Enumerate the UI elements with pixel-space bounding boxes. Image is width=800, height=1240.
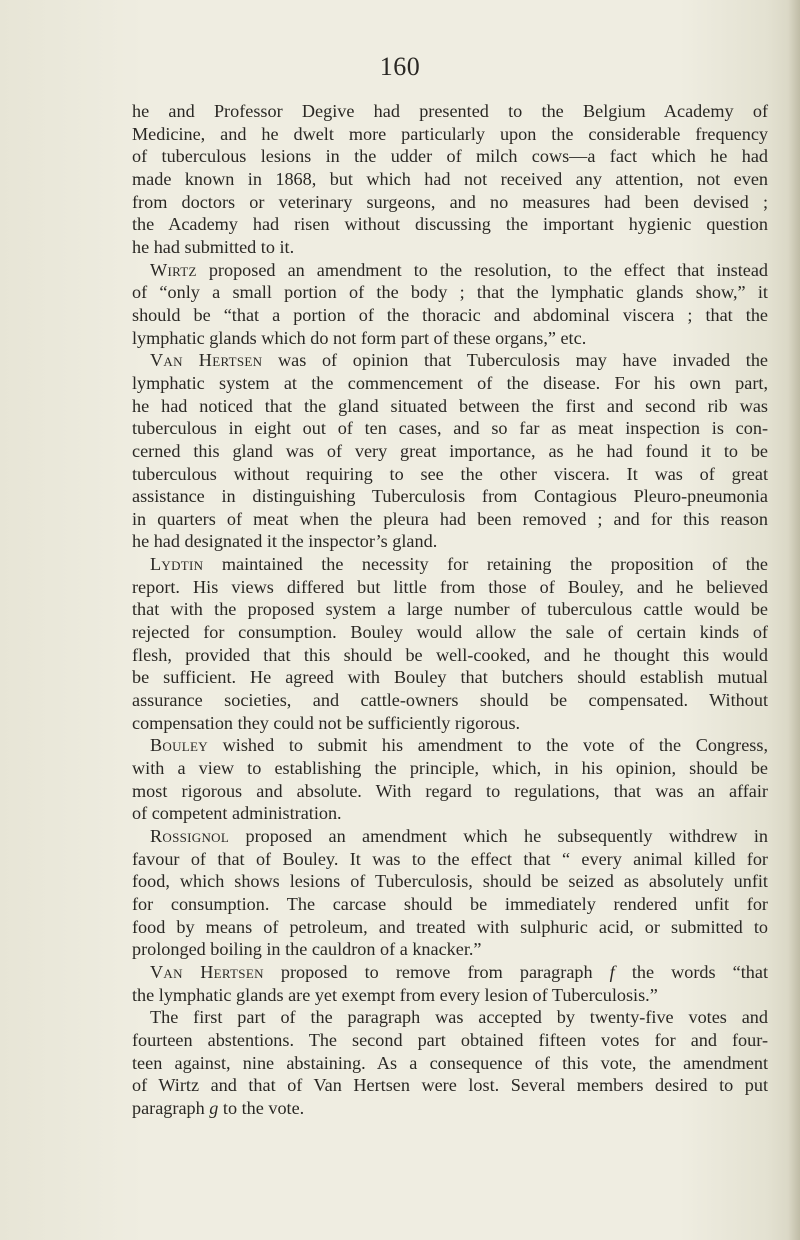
text-line: be sufficient. He agreed with Bouley that butchers should establish mutual — [132, 667, 768, 688]
text-line: food by means of petroleum, and treated with sulphuric acid, or submitted to — [132, 916, 768, 937]
page-edge-shadow — [788, 0, 800, 1240]
text-line: rejected for consumption. Bouley would allow the sale of certain kinds of — [132, 622, 768, 643]
text-line: teen against, nine abstaining. As a consequence of this vote, the amendment — [132, 1052, 768, 1073]
paragraph-start: Van Hertsen proposed to remove from paragraph f the words “that — [150, 961, 768, 982]
paragraph-start: Wirtz proposed an amendment to the resolution, to the effect that instead — [150, 259, 768, 280]
text-line: he had designated it the inspector’s gland. — [132, 531, 438, 552]
text-line: with a view to establishing the principle, which, in his opinion, should be — [132, 758, 768, 779]
text-line: he and Professor Degive had presented to the Belgium Academy of — [132, 101, 768, 121]
body-text — [132, 100, 768, 1120]
speaker-name: Lydtin — [150, 554, 204, 575]
text-line: fourteen abstentions. The second part obtained fifteen votes for and four- — [132, 1029, 768, 1050]
paragraph-start: Bouley wished to submit his amendment to the vote of the Congress, — [150, 735, 768, 756]
speaker-name: Wirtz — [150, 259, 197, 280]
paragraph-start: Van Hertsen was of opinion that Tuberculosis may have invaded the — [150, 350, 768, 371]
paragraph-start: Lydtin maintained the necessity for retaining the proposition of the — [150, 554, 768, 575]
text-line: tuberculous in eight out of ten cases, and so far as meat inspection is con- — [132, 418, 768, 439]
page-number: 160 — [379, 52, 421, 81]
speaker-name: Van Hertsen — [150, 350, 263, 371]
text-line: of Wirtz and that of Van Hertsen were lost. Several members desired to put — [132, 1075, 768, 1096]
text-line: lymphatic system at the commencement of the disease. For his own part, — [132, 372, 768, 393]
text-line: he had submitted to it. — [132, 236, 295, 257]
text-line: cerned this gland was of very great importance, as he had found it to be — [132, 440, 768, 461]
text-line: food, which shows lesions of Tuberculosis, should be seized as absolutely unfit — [132, 871, 768, 892]
speaker-name: Rossignol — [150, 826, 230, 846]
text-line: in quarters of meat when the pleura had been removed ; and for this reason — [132, 508, 768, 529]
text-line: compensation they could not be sufficiently rigorous. — [132, 712, 521, 733]
speaker-name: Bouley — [150, 735, 208, 756]
text-line: of “only a small portion of the body ; that the lymphatic glands show,” it — [132, 282, 768, 303]
paragraph-start: The first part of the paragraph was accepted by twenty-five votes and — [150, 1007, 768, 1028]
text-line: tuberculous without requiring to see the other viscera. It was of great — [132, 463, 768, 484]
text-line: the lymphatic glands are yet exempt from every lesion of Tuberculosis.” — [132, 984, 658, 1005]
text-line: the Academy had risen without discussing the important hygienic question — [132, 214, 768, 235]
paragraph-start: Rossignol proposed an amendment which he subsequently withdrew in — [150, 826, 768, 846]
text-line: should be “that a portion of the thoracic and abdominal viscera ; that the — [132, 304, 768, 325]
text-line: prolonged boiling in the cauldron of a knacker.” — [132, 939, 482, 960]
text-line: Medicine, and he dwelt more particularly upon the considerable frequency — [132, 123, 768, 144]
text-line: flesh, provided that this should be well-cooked, and he thought this would — [132, 644, 768, 665]
text-line: from doctors or veterinary surgeons, and no measures had been devised ; — [132, 191, 768, 212]
text-line: that with the proposed system a large number of tuberculous cattle would be — [132, 599, 768, 620]
text-line: most rigorous and absolute. With regard to regulations, that was an affair — [132, 780, 768, 801]
text-line: for consumption. The carcase should be immediately rendered unfit for — [132, 893, 768, 914]
text-line: assurance societies, and cattle-owners should be compensated. Without — [132, 690, 768, 711]
paragraph-letter: g — [209, 1097, 219, 1118]
text-line: report. His views differed but little from those of Bouley, and he believed — [132, 576, 768, 597]
text-line: of competent administration. — [132, 803, 342, 824]
text-line: of tuberculous lesions in the udder of milch cows—a fact which he had — [132, 146, 768, 167]
text-line: lymphatic glands which do not form part of these organs,” etc. — [132, 327, 587, 348]
text-line: favour of that of Bouley. It was to the effect that “ every animal killed for — [132, 848, 768, 869]
text-line: assistance in distinguishing Tuberculosis from Contagious Pleuro-pneumonia — [132, 486, 768, 507]
text-line: paragraph g to the vote. — [132, 1097, 305, 1118]
paragraph-letter: f — [609, 961, 615, 982]
text-line: he had noticed that the gland situated between the first and second rib was — [132, 395, 768, 416]
text-line: made known in 1868, but which had not received any attention, not even — [132, 168, 768, 189]
speaker-name: Van Hertsen — [150, 961, 264, 982]
